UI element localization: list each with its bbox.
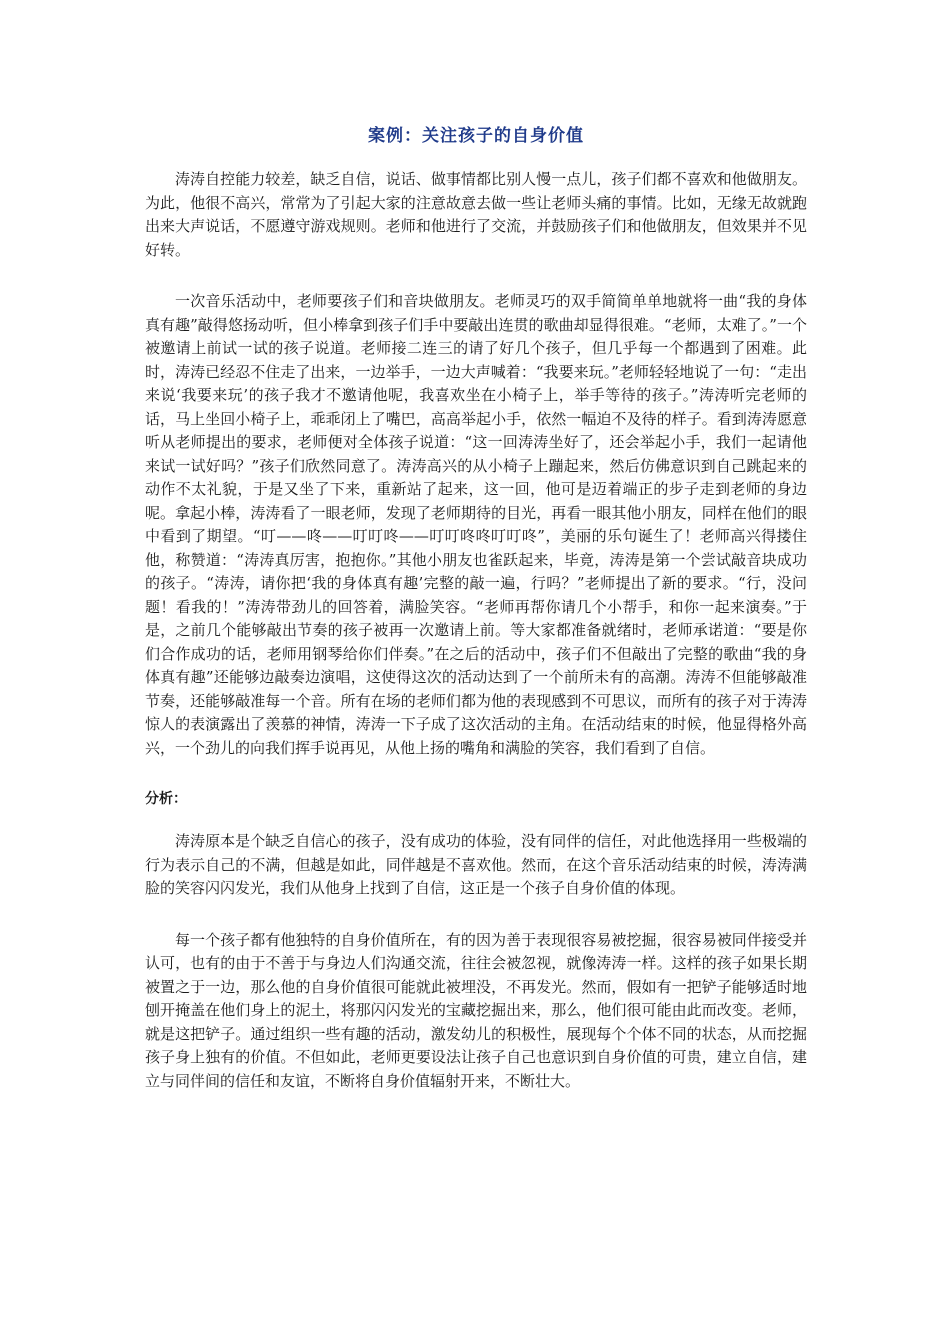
document-page <box>145 124 807 1093</box>
paragraph-spacer <box>145 760 807 788</box>
document-title: 案例：关注孩子的自身价值 <box>368 126 584 146</box>
analysis-heading: 分析： <box>145 791 187 807</box>
paragraph-spacer <box>145 810 807 830</box>
analysis-paragraph-1: 涛涛原本是个缺乏自信心的孩子，没有成功的体验，没有同伴的信任，对此他选择用一些极端的行为表示自己的不满，但越是如此，同伴越是不喜欢他。然而，在这个音乐活动结束的时候，涛涛满脸的笑容闪闪发光，我们从他身上找到了自信，这正是一个孩子自身价值的体现。 <box>145 832 807 897</box>
case-paragraph-2: 一次音乐活动中，老师要孩子们和音块做朋友。老师灵巧的双手简简单单地就将一曲“我的身体真有趣”敲得悠扬动听，但小棒拿到孩子们手中要敲出连贯的歌曲却显得很难。“老师，太难了。”一个被邀请上前试一试的孩子说道。老师接二连三的请了好几个孩子，但几乎每一个都遇到了困难。此时，涛涛已经忍不住走了出来，一边举手，一边大声喊着：“我要来玩。”老师轻轻地说了一句：“走出来说‘我要来玩’的孩子我才不邀请他呢，我喜欢坐在小椅子上，举手等待的孩子。”涛涛听完老师的话，马上坐回小椅子上，乖乖闭上了嘴巴，高高举起小手，依然一幅迫不及待的样子。看到涛涛愿意听从老师提出的要求，老师便对全体孩子说道：“这一回涛涛坐好了，还会举起小手，我们一起请他来试一试好吗？”孩子们欣然同意了。涛涛高兴的从小椅子上蹦起来，然后仿佛意识到自己跳起来的动作不太礼貌，于是又坐了下来，重新站了起来，这一回，他可是迈着端正的步子走到老师的身边呢。拿起小棒，涛涛看了一眼老师，发现了老师期待的目光，再看一眼其他小朋友，同样在他们的眼中看到了期望。“叮——咚——叮叮咚——叮叮咚咚叮叮咚”，美丽的乐句诞生了！老师高兴得搂住他，称赞道：“涛涛真厉害，抱抱你。”其他小朋友也雀跃起来，毕竟，涛涛是第一个尝试敲音块成功的孩子。“涛涛，请你把‘我的身体真有趣’完整的敲一遍，行吗？”老师提出了新的要求。“行，没问题！看我的！”涛涛带劲儿的回答着，满脸笑容。“老师再帮你请几个小帮手，和你一起来演奏。”于是，之前几个能够敲出节奏的孩子被再一次邀请上前。等大家都准备就绪时，老师承诺道：“要是你们合作成功的话，老师用钢琴给你们伴奏。”在之后的活动中，孩子们不但敲出了完整的歌曲“我的身体真有趣”还能够边敲奏边演唱，这使得这次的活动达到了一个前所未有的高潮。涛涛不但能够敲准节奏，还能够敲准每一个音。所有在场的老师们都为他的表现感到不可思议，而所有的孩子对于涛涛惊人的表演露出了羡慕的神情，涛涛一下子成了这次活动的主角。在活动结束的时候，他显得格外高兴，一个劲儿的向我们挥手说再见，从他上扬的嘴角和满脸的笑容，我们看到了自信。 <box>145 292 807 757</box>
case-paragraph-1: 涛涛自控能力较差，缺乏自信，说话、做事情都比别人慢一点儿，孩子们都不喜欢和他做朋友。为此，他很不高兴，常常为了引起大家的注意故意去做一些让老师头痛的事情。比如，无缘无故就跑出来大声说话，不愿遵守游戏规则。老师和他进行了交流，并鼓励孩子们和他做朋友，但效果并不见好转。 <box>145 170 807 259</box>
analysis-paragraph-2: 每一个孩子都有他独特的自身价值所在，有的因为善于表现很容易被挖掘，很容易被同伴接受并认可，也有的由于不善于与身边人们沟通交流，往往会被忽视，就像涛涛一样。这样的孩子如果长期被置之于一边，那么他的自身价值很可能就此被埋没，不再发光。然而，假如有一把铲子能够适时地刨开掩盖在他们身上的泥土，将那闪闪发光的宝藏挖掘出来，那么，他们很可能由此而改变。老师，就是这把铲子。通过组织一些有趣的活动，激发幼儿的积极性，展现每个个体不同的状态，从而挖掘孩子身上独有的价值。不但如此，老师更要设法让孩子自己也意识到自身价值的可贵，建立自信，建立与同伴间的信任和友谊，不断将自身价值辐射开来，不断壮大。 <box>145 930 807 1090</box>
paragraph-spacer <box>145 262 807 290</box>
paragraph-spacer <box>145 901 807 929</box>
